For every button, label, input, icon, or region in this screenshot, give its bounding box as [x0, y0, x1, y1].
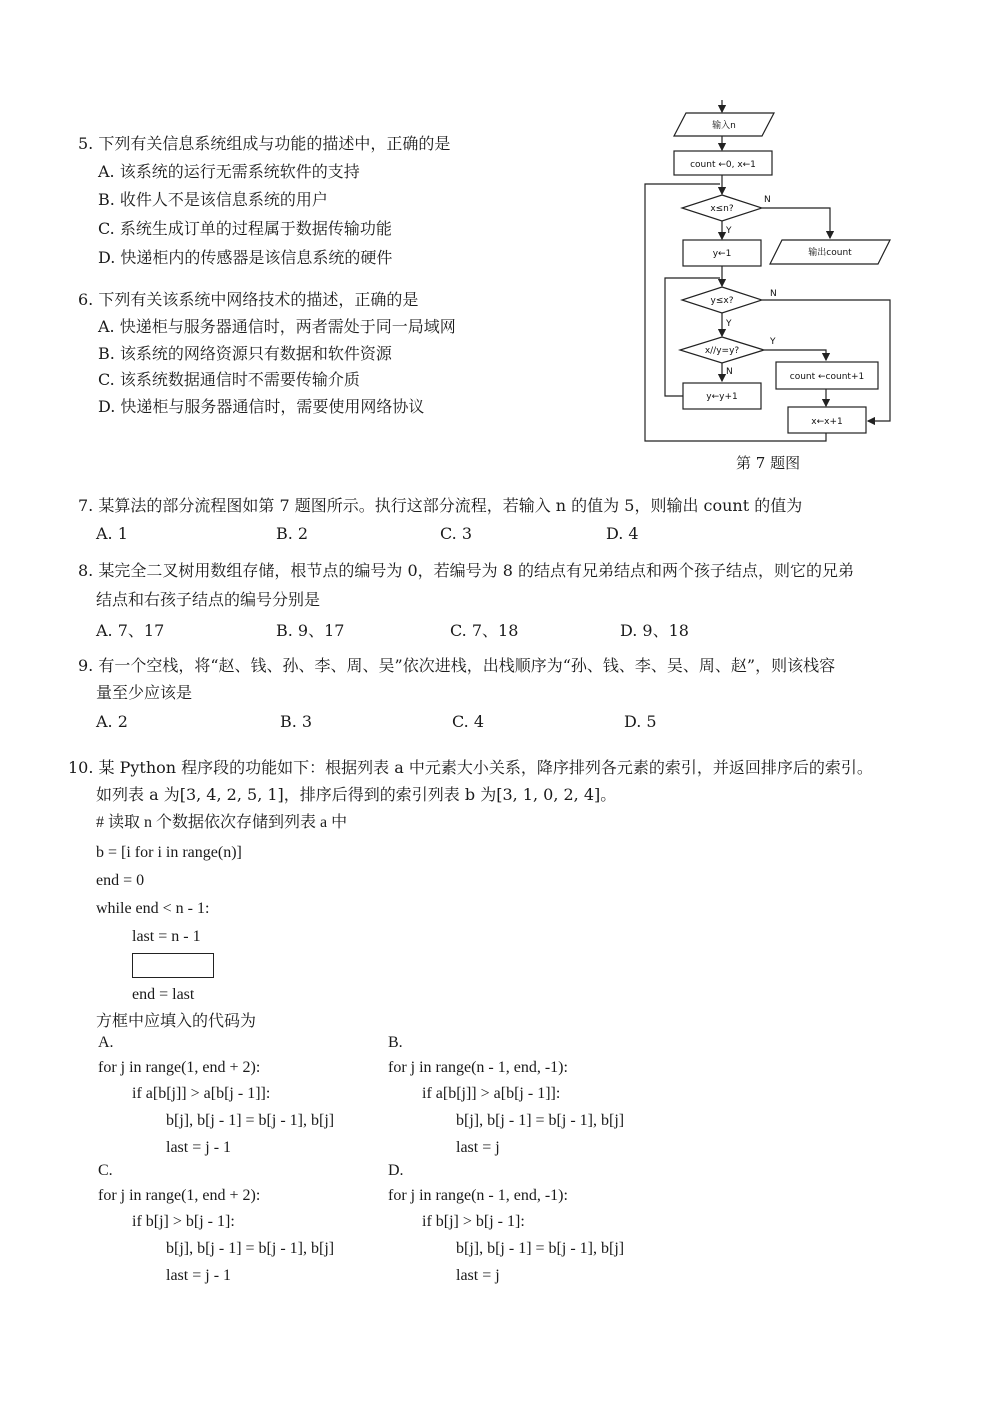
flowchart-q7 [640, 96, 910, 446]
q9-option-a: A. 2 [96, 712, 128, 731]
flowchart-caption: 第 7 题图 [736, 454, 801, 472]
q7-stem: 7. 某算法的部分流程图如第 7 题图所示。执行这部分流程，若输入 n 的值为 5，则输出 count 的值为 [78, 496, 803, 515]
q10-option-a-line4: last = j - 1 [166, 1139, 232, 1156]
q5-option-d: D. 快递柜内的传感器是该信息系统的硬件 [98, 248, 393, 267]
q9-stem-line1: 9. 有一个空栈，将“赵、钱、孙、李、周、吴”依次进栈，出栈顺序为“孙、钱、李、吴、周、赵”，则该栈容 [78, 656, 836, 675]
fc-cond3-label: x//y=y? [704, 346, 740, 356]
q7-option-b: B. 2 [276, 524, 309, 543]
q10-option-d-line4: last = j [456, 1267, 500, 1284]
fc-cond3-no: N [726, 367, 733, 377]
fc-output-label: 输出count [808, 248, 852, 258]
q10-prompt: 方框中应填入的代码为 [96, 1011, 257, 1030]
fc-cond2-yes: Y [726, 319, 732, 329]
q10-option-d-line2: if b[j] > b[j - 1]: [422, 1213, 525, 1230]
q10-option-a-line3: b[j], b[j - 1] = b[j - 1], b[j] [166, 1112, 335, 1129]
q10-option-a-label: A. [98, 1034, 114, 1051]
q10-option-c-line1: for j in range(1, end + 2): [98, 1187, 261, 1204]
fc-count-inc-label: count ←count+1 [789, 372, 865, 382]
fc-cond2-label: y≤x? [710, 296, 734, 306]
q10-code-comment: # 读取 n 个数据依次存储到列表 a 中 [96, 814, 348, 831]
q7-option-a: A. 1 [96, 524, 128, 543]
fc-x-inc-label: x←x+1 [811, 417, 843, 427]
q10-answer-blank [132, 953, 214, 978]
q8-option-c: C. 7、18 [450, 621, 519, 640]
fc-cond1-label: x≤n? [710, 204, 734, 214]
q5-option-b: B. 收件人不是该信息系统的用户 [98, 190, 328, 209]
q7-option-d: D. 4 [606, 524, 639, 543]
q8-stem-line1: 8. 某完全二叉树用数组存储，根节点的编号为 0，若编号为 8 的结点有兄弟结点和两个孩子结点，则它的兄弟 [78, 561, 854, 580]
q10-option-c-line3: b[j], b[j - 1] = b[j - 1], b[j] [166, 1240, 335, 1257]
fc-cond1-yes: Y [726, 226, 732, 236]
q10-code-line-end: end = 0 [96, 872, 145, 889]
q6-option-a: A. 快递柜与服务器通信时，两者需处于同一局域网 [98, 317, 456, 336]
q5-stem: 5. 下列有关信息系统组成与功能的描述中，正确的是 [78, 134, 451, 153]
q9-option-c: C. 4 [452, 712, 485, 731]
fc-input-label: 输入n [712, 121, 736, 131]
q9-stem-line2: 量至少应该是 [96, 683, 193, 702]
fc-cond2-no: N [770, 289, 777, 299]
q8-option-b: B. 9、17 [276, 621, 345, 640]
q10-option-b-line2: if a[b[j]] > a[b[j - 1]]: [422, 1085, 561, 1102]
q9-option-b: B. 3 [280, 712, 313, 731]
q7-option-c: C. 3 [440, 524, 473, 543]
fc-init-label: count ←0, x←1 [690, 160, 756, 170]
fc-y-inc-label: y←y+1 [706, 392, 738, 402]
q10-stem-line2: 如列表 a 为[3, 4, 2, 5, 1]，排序后得到的索引列表 b 为[3, 1, 0, 2, 4]。 [96, 785, 617, 804]
q10-stem-line1: 10. 某 Python 程序段的功能如下：根据列表 a 中元素大小关系，降序排列各元素的索引，并返回排序后的索引。 [68, 758, 873, 777]
fc-cond3-yes: Y [770, 337, 776, 347]
q10-code-line-b: b = [i for i in range(n)] [96, 844, 242, 861]
q10-option-b-label: B. [388, 1034, 403, 1051]
q10-option-a-line1: for j in range(1, end + 2): [98, 1059, 261, 1076]
q6-option-d: D. 快递柜与服务器通信时，需要使用网络协议 [98, 397, 425, 416]
q8-stem-line2: 结点和右孩子结点的编号分别是 [96, 590, 321, 609]
fc-assign-y1-label: y←1 [712, 249, 732, 259]
q10-option-b-line3: b[j], b[j - 1] = b[j - 1], b[j] [456, 1112, 625, 1129]
q10-option-d-line3: b[j], b[j - 1] = b[j - 1], b[j] [456, 1240, 625, 1257]
q10-option-d-label: D. [388, 1162, 404, 1179]
q6-option-b: B. 该系统的网络资源只有数据和软件资源 [98, 344, 392, 363]
fc-cond1-no: N [764, 195, 771, 205]
q5-option-c: C. 系统生成订单的过程属于数据传输功能 [98, 219, 392, 238]
q10-code-line-end-last: end = last [132, 986, 195, 1003]
q10-option-a-line2: if a[b[j]] > a[b[j - 1]]: [132, 1085, 271, 1102]
q6-option-c: C. 该系统数据通信时不需要传输介质 [98, 370, 360, 389]
q8-option-a: A. 7、17 [96, 621, 165, 640]
q10-option-b-line4: last = j [456, 1139, 500, 1156]
q10-option-b-line1: for j in range(n - 1, end, -1): [388, 1059, 568, 1076]
q10-option-c-line4: last = j - 1 [166, 1267, 232, 1284]
q10-option-c-label: C. [98, 1162, 113, 1179]
q10-code-line-last: last = n - 1 [132, 928, 201, 945]
q9-option-d: D. 5 [624, 712, 657, 731]
q8-option-d: D. 9、18 [620, 621, 689, 640]
q6-stem: 6. 下列有关该系统中网络技术的描述，正确的是 [78, 290, 419, 309]
q5-option-a: A. 该系统的运行无需系统软件的支持 [98, 162, 360, 181]
q10-option-d-line1: for j in range(n - 1, end, -1): [388, 1187, 568, 1204]
q10-option-c-line2: if b[j] > b[j - 1]: [132, 1213, 235, 1230]
q10-code-line-while: while end < n - 1: [96, 900, 210, 917]
